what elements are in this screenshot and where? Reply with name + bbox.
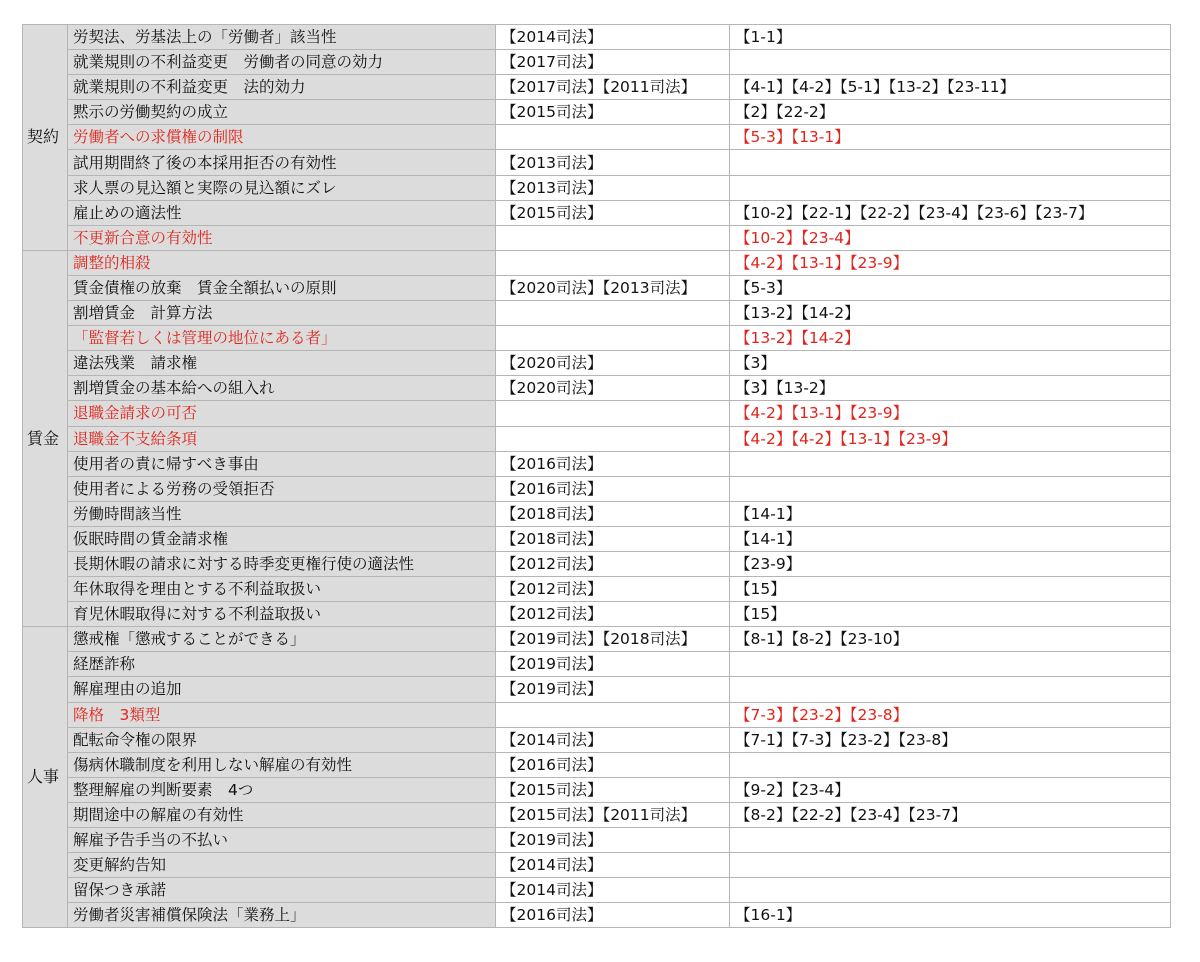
table-row: [23, 551, 1171, 576]
table-row: [23, 426, 1171, 451]
exam-cell: [496, 326, 730, 351]
table-row: [23, 802, 1171, 827]
table-row: [23, 376, 1171, 401]
topic-cell: 黙示の労働契約の成立: [68, 100, 496, 125]
table-row: [23, 476, 1171, 501]
table-row: [23, 627, 1171, 652]
exam-cell: 【2015司法】: [496, 200, 730, 225]
table-row: [23, 828, 1171, 853]
topic-cell: 不更新合意の有効性: [68, 225, 496, 250]
refs-cell: 【10-2】【22-1】【22-2】【23-4】【23-6】【23-7】: [730, 200, 1171, 225]
topic-cell: 退職金請求の可否: [68, 401, 496, 426]
category-cell: 契約: [23, 25, 68, 251]
exam-cell: 【2019司法】【2018司法】: [496, 627, 730, 652]
exam-cell: 【2013司法】: [496, 175, 730, 200]
exam-cell: 【2015司法】【2011司法】: [496, 802, 730, 827]
exam-cell: 【2019司法】: [496, 652, 730, 677]
table-row: [23, 75, 1171, 100]
topic-cell: 賃金債権の放棄 賃金全額払いの原則: [68, 275, 496, 300]
table-row: [23, 903, 1171, 928]
exam-cell: 【2017司法】【2011司法】: [496, 75, 730, 100]
refs-cell: [730, 150, 1171, 175]
topics-table: [22, 24, 1171, 928]
topic-cell: 長期休暇の請求に対する時季変更権行使の適法性: [68, 551, 496, 576]
exam-cell: 【2016司法】: [496, 752, 730, 777]
topic-cell: 配転命令権の限界: [68, 727, 496, 752]
refs-cell: [730, 853, 1171, 878]
refs-cell: 【14-1】: [730, 501, 1171, 526]
refs-cell: 【23-9】: [730, 551, 1171, 576]
topic-cell: 経歴詐称: [68, 652, 496, 677]
table-row: [23, 150, 1171, 175]
topic-cell: 解雇予告手当の不払い: [68, 828, 496, 853]
topic-cell: 違法残業 請求権: [68, 351, 496, 376]
topic-cell: 労契法、労基法上の「労働者」該当性: [68, 25, 496, 50]
table-row: [23, 878, 1171, 903]
refs-cell: 【4-2】【4-2】【13-1】【23-9】: [730, 426, 1171, 451]
table-row: [23, 175, 1171, 200]
refs-cell: [730, 677, 1171, 702]
refs-cell: 【2】【22-2】: [730, 100, 1171, 125]
refs-cell: 【16-1】: [730, 903, 1171, 928]
exam-cell: [496, 125, 730, 150]
refs-cell: 【3】: [730, 351, 1171, 376]
table-row: [23, 752, 1171, 777]
refs-cell: 【7-1】【7-3】【23-2】【23-8】: [730, 727, 1171, 752]
topic-cell: 調整的相殺: [68, 250, 496, 275]
refs-cell: [730, 652, 1171, 677]
exam-cell: 【2014司法】: [496, 727, 730, 752]
topic-cell: 整理解雇の判断要素 4つ: [68, 777, 496, 802]
refs-cell: [730, 175, 1171, 200]
topic-cell: 割増賃金の基本給への組入れ: [68, 376, 496, 401]
exam-cell: 【2020司法】: [496, 376, 730, 401]
topic-cell: 使用者の責に帰すべき事由: [68, 451, 496, 476]
exam-cell: 【2016司法】: [496, 451, 730, 476]
exam-cell: 【2019司法】: [496, 828, 730, 853]
refs-cell: 【4-1】【4-2】【5-1】【13-2】【23-11】: [730, 75, 1171, 100]
refs-cell: 【4-2】【13-1】【23-9】: [730, 401, 1171, 426]
refs-cell: 【5-3】【13-1】: [730, 125, 1171, 150]
refs-cell: 【8-2】【22-2】【23-4】【23-7】: [730, 802, 1171, 827]
exam-cell: 【2013司法】: [496, 150, 730, 175]
refs-cell: [730, 828, 1171, 853]
table-row: [23, 677, 1171, 702]
refs-cell: 【4-2】【13-1】【23-9】: [730, 250, 1171, 275]
exam-cell: 【2012司法】: [496, 551, 730, 576]
exam-cell: 【2018司法】: [496, 526, 730, 551]
topic-cell: 退職金不支給条項: [68, 426, 496, 451]
exam-cell: [496, 301, 730, 326]
topic-cell: 求人票の見込額と実際の見込額にズレ: [68, 175, 496, 200]
refs-cell: 【1-1】: [730, 25, 1171, 50]
topic-cell: 解雇理由の追加: [68, 677, 496, 702]
topic-cell: 割増賃金 計算方法: [68, 301, 496, 326]
table-row: [23, 301, 1171, 326]
topic-cell: 労働者への求償権の制限: [68, 125, 496, 150]
refs-cell: 【9-2】【23-4】: [730, 777, 1171, 802]
table-row: [23, 125, 1171, 150]
exam-cell: [496, 702, 730, 727]
topic-cell: 傷病休職制度を利用しない解雇の有効性: [68, 752, 496, 777]
table-row: [23, 401, 1171, 426]
exam-cell: 【2012司法】: [496, 602, 730, 627]
refs-cell: [730, 752, 1171, 777]
table-row: [23, 250, 1171, 275]
refs-cell: 【10-2】【23-4】: [730, 225, 1171, 250]
topic-cell: 年休取得を理由とする不利益取扱い: [68, 577, 496, 602]
table-row: [23, 652, 1171, 677]
table-row: [23, 326, 1171, 351]
table-row: [23, 351, 1171, 376]
topic-cell: 労働者災害補償保険法「業務上」: [68, 903, 496, 928]
topic-cell: 仮眠時間の賃金請求権: [68, 526, 496, 551]
table-row: [23, 225, 1171, 250]
table-row: [23, 702, 1171, 727]
refs-cell: [730, 878, 1171, 903]
exam-cell: 【2014司法】: [496, 853, 730, 878]
refs-cell: 【7-3】【23-2】【23-8】: [730, 702, 1171, 727]
table-row: [23, 602, 1171, 627]
exam-cell: 【2015司法】: [496, 100, 730, 125]
exam-cell: 【2016司法】: [496, 476, 730, 501]
topic-cell: 留保つき承諾: [68, 878, 496, 903]
refs-cell: 【15】: [730, 577, 1171, 602]
exam-cell: 【2020司法】: [496, 351, 730, 376]
refs-cell: [730, 50, 1171, 75]
exam-cell: [496, 250, 730, 275]
topic-cell: 労働時間該当性: [68, 501, 496, 526]
exam-cell: 【2014司法】: [496, 878, 730, 903]
table-row: [23, 25, 1171, 50]
exam-cell: [496, 225, 730, 250]
topic-cell: 育児休暇取得に対する不利益取扱い: [68, 602, 496, 627]
exam-cell: 【2018司法】: [496, 501, 730, 526]
refs-cell: 【14-1】: [730, 526, 1171, 551]
topic-cell: 変更解約告知: [68, 853, 496, 878]
topic-cell: 降格 3類型: [68, 702, 496, 727]
topic-cell: 期間途中の解雇の有効性: [68, 802, 496, 827]
topic-cell: 「監督若しくは管理の地位にある者」: [68, 326, 496, 351]
exam-cell: 【2020司法】【2013司法】: [496, 275, 730, 300]
table-row: [23, 577, 1171, 602]
refs-cell: 【13-2】【14-2】: [730, 326, 1171, 351]
refs-cell: [730, 451, 1171, 476]
exam-cell: 【2014司法】: [496, 25, 730, 50]
refs-cell: 【5-3】: [730, 275, 1171, 300]
refs-cell: 【13-2】【14-2】: [730, 301, 1171, 326]
exam-cell: 【2012司法】: [496, 577, 730, 602]
table-row: [23, 50, 1171, 75]
topic-cell: 試用期間終了後の本採用拒否の有効性: [68, 150, 496, 175]
topic-cell: 雇止めの適法性: [68, 200, 496, 225]
topic-cell: 使用者による労務の受領拒否: [68, 476, 496, 501]
table-row: [23, 100, 1171, 125]
exam-cell: 【2016司法】: [496, 903, 730, 928]
category-cell: 人事: [23, 627, 68, 928]
category-cell: 賃金: [23, 250, 68, 626]
table-row: [23, 501, 1171, 526]
table-row: [23, 200, 1171, 225]
table-row: [23, 275, 1171, 300]
exam-cell: 【2019司法】: [496, 677, 730, 702]
refs-cell: 【8-1】【8-2】【23-10】: [730, 627, 1171, 652]
table-row: [23, 853, 1171, 878]
exam-cell: [496, 426, 730, 451]
topic-cell: 懲戒権「懲戒することができる」: [68, 627, 496, 652]
topic-cell: 就業規則の不利益変更 法的効力: [68, 75, 496, 100]
table-row: [23, 526, 1171, 551]
refs-cell: 【3】【13-2】: [730, 376, 1171, 401]
exam-cell: [496, 401, 730, 426]
table-row: [23, 451, 1171, 476]
refs-cell: [730, 476, 1171, 501]
table-row: [23, 727, 1171, 752]
exam-cell: 【2015司法】: [496, 777, 730, 802]
topic-cell: 就業規則の不利益変更 労働者の同意の効力: [68, 50, 496, 75]
refs-cell: 【15】: [730, 602, 1171, 627]
table-row: [23, 777, 1171, 802]
exam-cell: 【2017司法】: [496, 50, 730, 75]
